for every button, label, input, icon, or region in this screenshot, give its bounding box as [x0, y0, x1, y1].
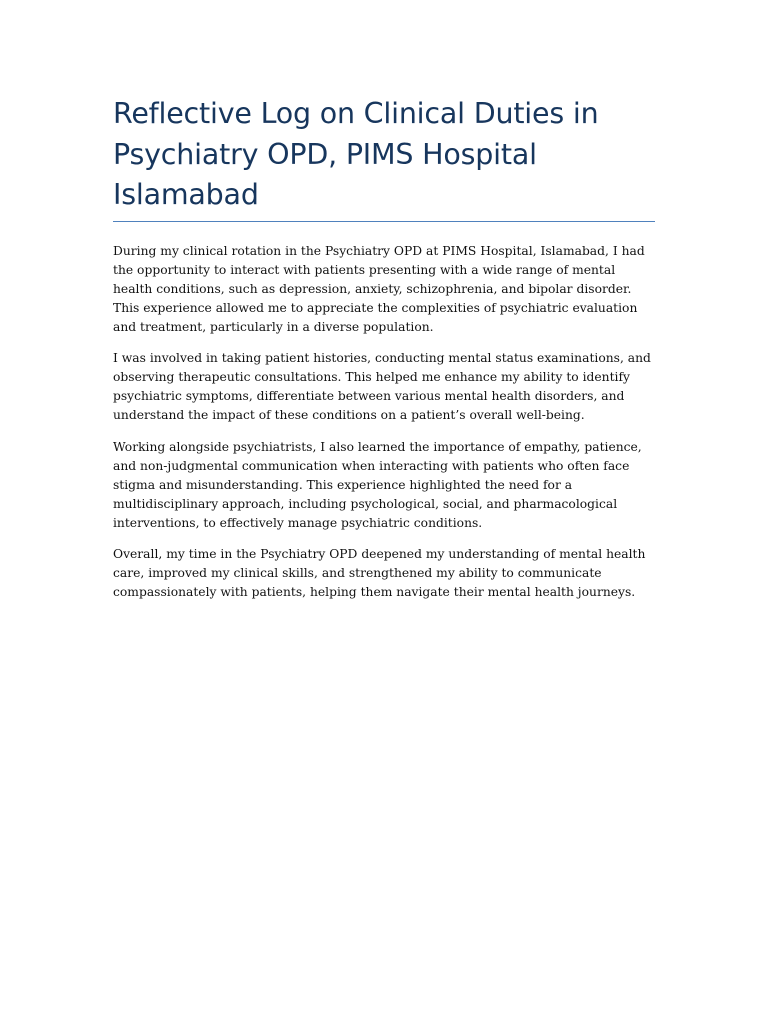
body-paragraph-4: Overall, my time in the Psychiatry OPD deepened my understanding of mental health care, improved my clinical skills, and strengthened my ability to communicate compassionately with patients, helping them navigate their mental health journeys.: [113, 547, 646, 599]
body-paragraph-3: Working alongside psychiatrists, I also learned the importance of empathy, patience, and non-judgmental communication when interacting with patients who often face stigma and misunderstanding. This experience highlighted the need for a multidisciplinary approach, including psychological, social, and pharmacological interventions, to effectively manage psychiatric conditions.: [113, 439, 642, 530]
document-title: Reflective Log on Clinical Duties in Psychiatry OPD, PIMS Hospital Islamabad: [113, 97, 599, 211]
title-underline-rule: [113, 221, 655, 222]
body-paragraph-2: I was involved in taking patient histories, conducting mental status examinations, and observing therapeutic consultations. This helped me enhance my ability to identify psychiatric symptoms, differentiate between various mental health disorders, and understand the impact of these conditions on a patient’s overall well-being.: [113, 351, 651, 422]
document-page: [113, 0, 656, 615]
body-paragraph-1: During my clinical rotation in the Psychiatry OPD at PIMS Hospital, Islamabad, I had the opportunity to interact with patients presenting with a wide range of mental health conditions, such as depression, anxiety, schizophrenia, and bipolar disorder. This experience allowed me to appreciate the complexities of psychiatric evaluation and treatment, particularly in a diverse population.: [113, 243, 645, 334]
document-body: [113, 242, 656, 603]
